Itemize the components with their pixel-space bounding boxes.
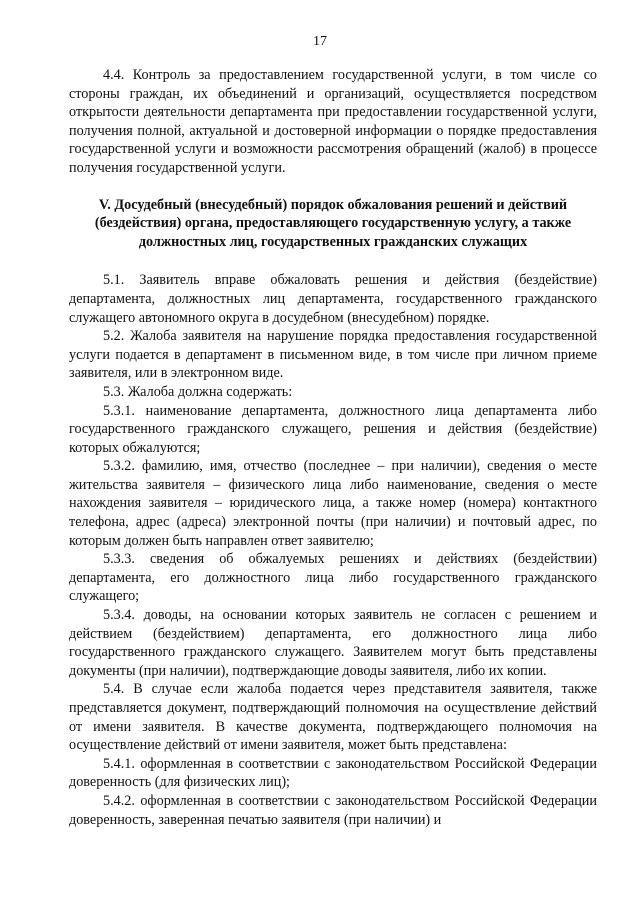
paragraph-5-3-1: 5.3.1. наименование департамента, должностного лица департамента либо государственного гражданского служащего, решения и действия (бездействие) которых обжалуются; <box>69 402 597 456</box>
paragraph-5-3: 5.3. Жалоба должна содержать: <box>103 383 293 400</box>
paragraph-5-3-4: 5.3.4. доводы, на основании которых заявитель не согласен с решением и действием (бездействием) департамента, его должностного лица либо государственного гражданского служащего. Заявителем могут быть представлены документы (при наличии), подтверждающие доводы заявителя, либо их копии. <box>69 607 597 679</box>
paragraph-5-4-1: 5.4.1. оформленная в соответствии с законодательством Российской Федерации доверенность (для физических лиц); <box>69 755 597 791</box>
paragraph-5-3-2: 5.3.2. фамилию, имя, отчество (последнее – при наличии), сведения о месте жительства заявителя – физического лица либо наименование, сведения о месте нахождения заявителя – юридического лица, а также номер (номера) контактного телефона, адрес (адреса) электронной почты (при наличии) и почтовый адрес, по которым должен быть направлен ответ заявителю; <box>69 458 597 549</box>
paragraph-5-1: 5.1. Заявитель вправе обжаловать решения и действия (бездействие) департамента, должностных лиц департамента, государственного гражданского служащего автономного округа в досудебном (внесудебном) порядке. <box>69 272 597 326</box>
paragraph-5-3-3: 5.3.3. сведения об обжалуемых решениях и действиях (бездействии) департамента, его должностного лица либо государственного гражданского служащего; <box>69 551 597 605</box>
paragraph-5-4-2: 5.4.2. оформленная в соответствии с законодательством Российской Федерации доверенность, заверенная печатью заявителя (при наличии) и <box>69 792 597 828</box>
paragraph-5-4: 5.4. В случае если жалоба подается через представителя заявителя, также представляется документ, подтверждающий полномочия на осуществление действий от имени заявителя. В качестве документа, подтверждающего полномочия на осуществление действий от имени заявителя, может быть представлена: <box>69 681 597 754</box>
section-heading: V. Досудебный (внесудебный) порядок обжалования решений и действий (бездействия) органа, предоставляющего государственную услугу, а также должностных лиц, государственных гражданских служащих <box>94 196 572 250</box>
document-body <box>69 66 597 829</box>
paragraph-5-2: 5.2. Жалоба заявителя на нарушение порядка предоставления государственной услуги подается в департамент в письменном виде, в том числе при личном приеме заявителя, или в электронном виде. <box>69 328 597 382</box>
section-4-4: 4.4. Контроль за предоставлением государственной услуги, в том числе со стороны граждан, их объединений и организаций, осуществляется посредством открытости деятельности департамента при предоставлении государственной услуги, получения полной, актуальной и достоверной информации о порядке предоставления государственной услуги и возможности рассмотрения обращений (жалоб) в процессе получения государственной услуги. <box>69 67 597 176</box>
page-number: 17 <box>313 34 327 49</box>
